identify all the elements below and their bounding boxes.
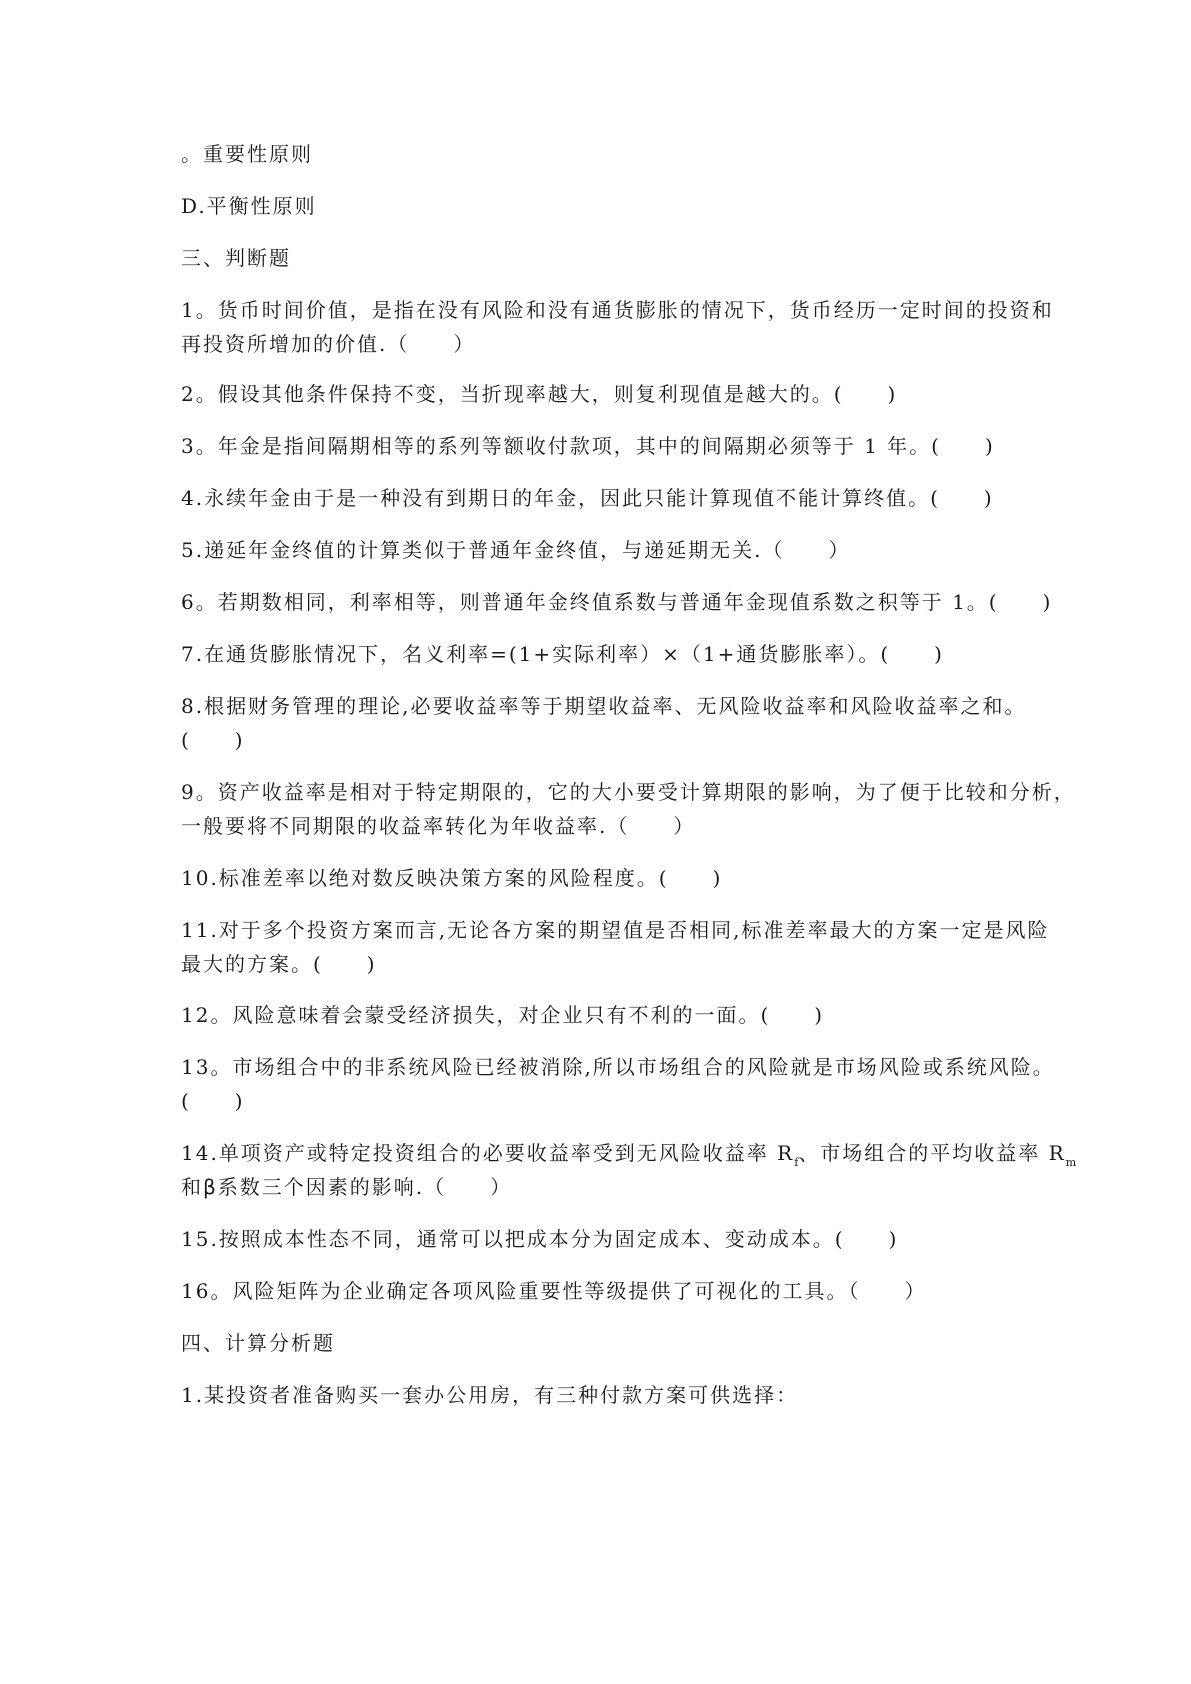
question-2: 2。假设其他条件保持不变，当折现率越大，则复利现值是越大的。( ): [181, 382, 898, 406]
subscript-f: f: [794, 1156, 799, 1169]
question-11-line-1: 11.对于多个投资方案而言,无论各方案的期望值是否相同,标准差率最大的方案一定是风险: [181, 918, 1050, 942]
beta-symbol: β: [203, 1175, 218, 1199]
question-4: 4.永续年金由于是一种没有到期日的年金，因此只能计算现值不能计算终值。( ): [181, 486, 994, 510]
question-14-text-c: 和: [181, 1175, 203, 1199]
option-c: 。重要性原则: [181, 142, 313, 166]
question-11-line-2: 最大的方案。( ): [181, 952, 377, 976]
calculation-question-1: 1.某投资者准备购买一套办公用房，有三种付款方案可供选择：: [181, 1383, 799, 1407]
subscript-m: m: [1065, 1156, 1077, 1169]
question-14-text-d: 系数三个因素的影响.（ ）: [217, 1175, 513, 1199]
question-13-line-1: 13。市场组合中的非系统风险已经被消除,所以市场组合的风险就是市场风险或系统风险。: [181, 1055, 1055, 1079]
question-14-text-b: 、市场组合的平均收益率 R: [798, 1141, 1066, 1165]
question-15: 15.按照成本性态不同，通常可以把成本分为固定成本、变动成本。( ): [181, 1227, 899, 1251]
question-14-line-1: [181, 1139, 1076, 1171]
question-7: 7.在通货膨胀情况下，名义利率=(1+实际利率）×（1+通货膨胀率）。( ): [181, 642, 944, 666]
question-14-text-a: 14.单项资产或特定投资组合的必要收益率受到无风险收益率 R: [181, 1141, 795, 1165]
question-3: 3。年金是指间隔期相等的系列等额收付款项，其中的间隔期必须等于 1 年。( ): [181, 434, 995, 458]
question-8-line-2: ( ): [181, 728, 245, 752]
question-9-line-1: 9。资产收益率是相对于特定期限的，它的大小要受计算期限的影响，为了便于比较和分析，: [181, 780, 1076, 804]
question-6: 6。若期数相同，利率相等，则普通年金终值系数与普通年金现值系数之积等于 1。( ): [181, 590, 1053, 614]
question-9-line-2: 一般要将不同期限的收益率转化为年收益率.（ ）: [181, 814, 696, 838]
question-1-line-1: 1。货币时间价值，是指在没有风险和没有通货膨胀的情况下，货币经历一定时间的投资和: [181, 298, 1054, 322]
question-1-line-2: 再投资所增加的价值.（ ）: [181, 332, 476, 356]
section-heading-true-false: 三、判断题: [181, 246, 291, 270]
question-16: 16。风险矩阵为企业确定各项风险重要性等级提供了可视化的工具。（ ）: [181, 1279, 927, 1303]
question-8-line-1: 8.根据财务管理的理论,必要收益率等于期望收益率、无风险收益率和风险收益率之和。: [181, 694, 1027, 718]
question-5: 5.递延年金终值的计算类似于普通年金终值，与递延期无关.（ ）: [181, 538, 851, 562]
option-d: D.平衡性原则: [181, 194, 317, 218]
section-heading-calculation: 四、计算分析题: [181, 1331, 335, 1355]
question-14-line-2: [181, 1173, 512, 1201]
question-10: 10.标准差率以绝对数反映决策方案的风险程度。( ): [181, 866, 723, 890]
question-13-line-2: ( ): [181, 1089, 245, 1113]
question-12: 12。风险意味着会蒙受经济损失，对企业只有不利的一面。( ): [181, 1003, 825, 1027]
